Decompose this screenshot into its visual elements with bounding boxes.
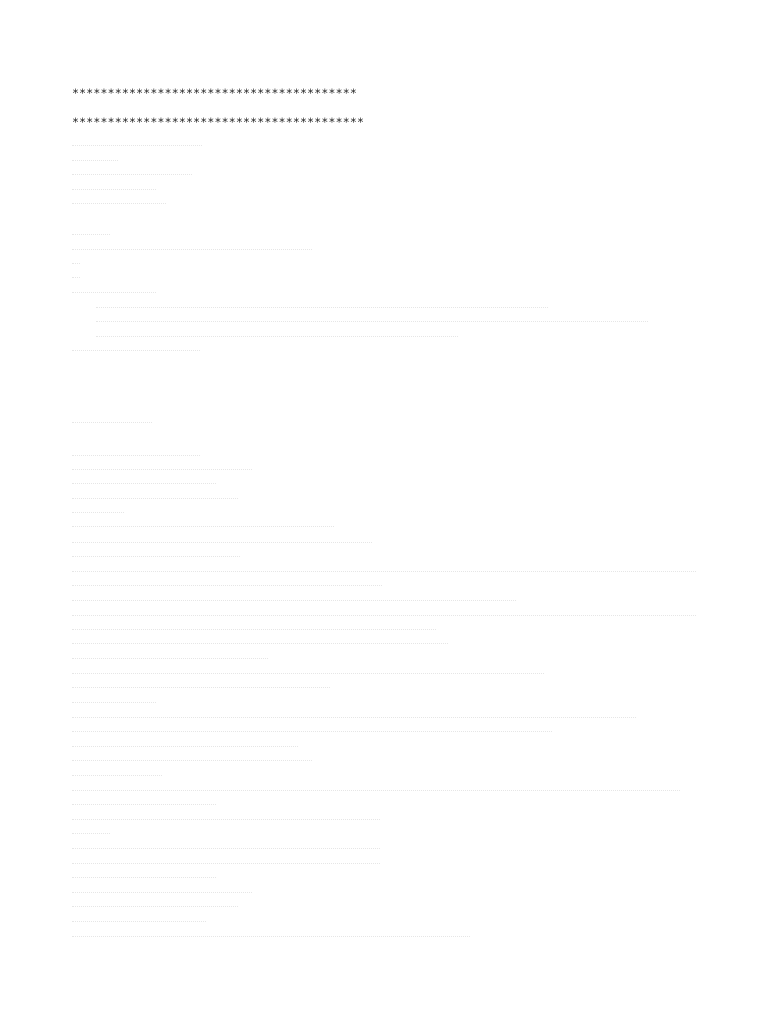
header-meta-line-4 [72,176,156,190]
header-meta-line-5 [72,190,166,204]
section-line [72,485,238,499]
header-meta-line-2 [72,147,118,161]
section-line [72,660,544,674]
section-line [72,529,372,543]
section-line [72,879,252,893]
section-line [72,718,552,732]
intro-line-5 [72,337,200,351]
intro-heading [72,221,110,235]
section-line [72,513,334,527]
section-line [72,704,636,718]
section-line [72,587,516,601]
section-line [72,602,696,616]
section-line [72,835,380,849]
section-line [72,923,470,937]
intro-indented-1 [96,294,548,308]
section-line [72,850,380,864]
intro-indented-3 [96,323,458,337]
section-line [72,762,162,776]
section-line [72,543,240,557]
intro-line-4 [72,279,156,293]
section-line [72,558,696,572]
intro-line-3 [72,264,80,278]
section-line [72,674,330,688]
section-line [72,908,206,922]
section-line [72,645,268,659]
header-divider-1: **************************************** [72,86,357,100]
document-page [72,0,712,1024]
intro-line-1 [72,236,312,250]
section-line [72,864,216,878]
section-line [72,733,298,747]
section-line [72,747,312,761]
section-line [72,630,448,644]
section-line [72,499,124,513]
section-line [72,777,680,791]
header-meta-line-1 [72,132,202,146]
section-line [72,820,110,834]
intro-line-2 [72,250,80,264]
section-line [72,616,436,630]
section-line [72,689,156,703]
section-line [72,572,382,586]
section-line [72,893,238,907]
section-line [72,442,200,456]
section-line [72,806,380,820]
section-line [72,456,252,470]
section-title [72,409,152,423]
section-line [72,791,216,805]
header-divider-2: ***************************************** [72,115,365,129]
section-line [72,470,216,484]
header-meta-line-3 [72,161,192,175]
intro-indented-2 [96,308,648,322]
